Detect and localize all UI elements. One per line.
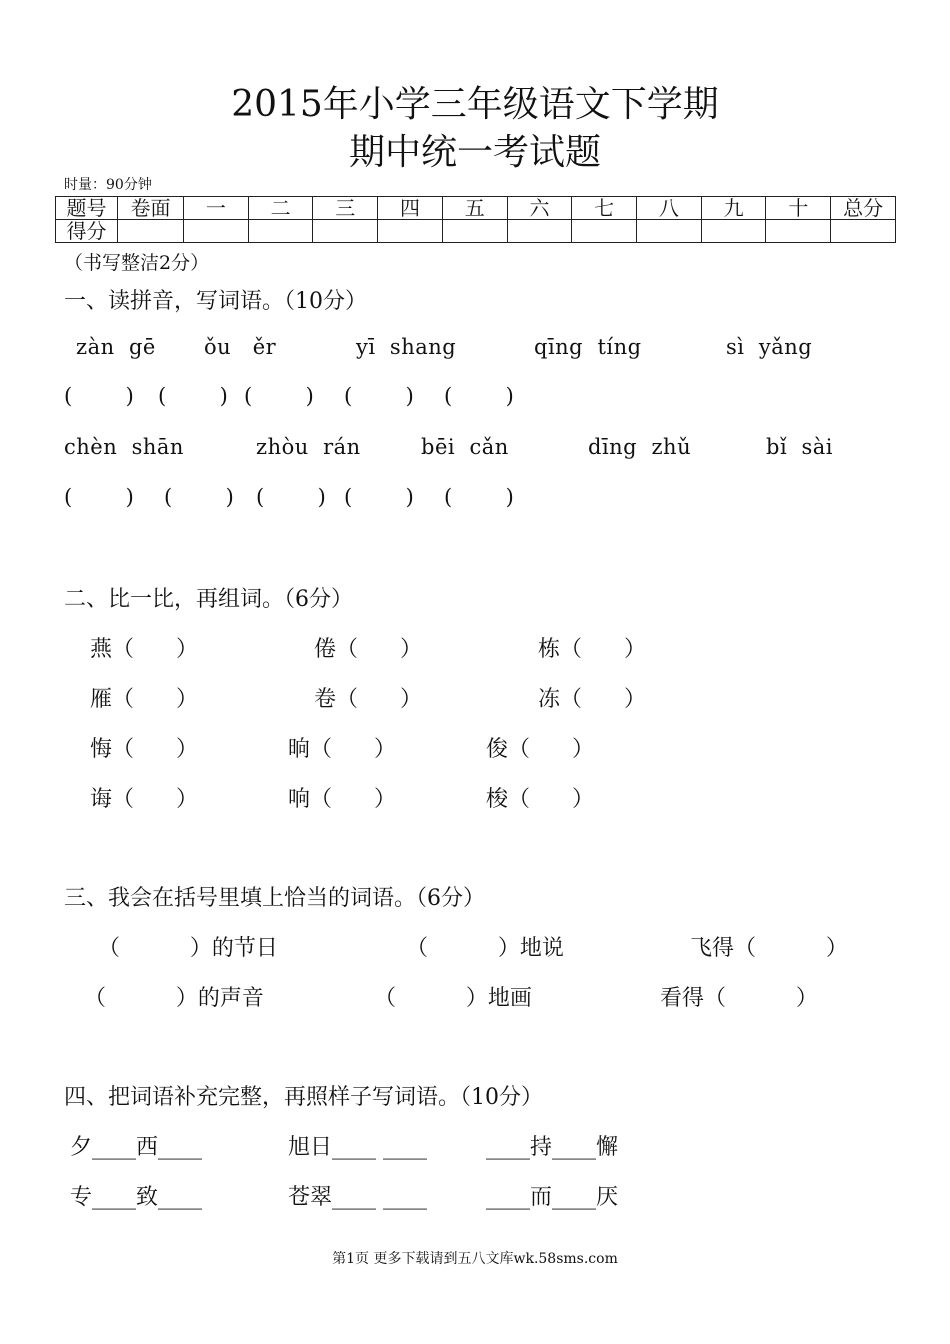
pinyin-item: zàn gē — [76, 335, 156, 359]
answer-paren[interactable]: ( ) — [344, 384, 414, 408]
fill-item[interactable]: （ ）的节日 — [98, 936, 278, 961]
compare-item[interactable]: 梭（ ） — [486, 787, 594, 812]
pinyin-item: qīng tíng — [534, 335, 642, 359]
score-table — [55, 196, 896, 243]
answer-paren[interactable]: ( ) — [244, 384, 314, 408]
fill-item[interactable]: 飞得（ ） — [690, 936, 848, 961]
header-cell: 八 — [637, 197, 702, 220]
compare-item[interactable]: 诲（ ） — [90, 787, 198, 812]
score-row-label: 得分 — [56, 220, 118, 243]
score-cell[interactable] — [313, 220, 378, 243]
compare-item[interactable]: 晌（ ） — [288, 737, 396, 762]
pinyin-item: ǒu ěr — [204, 335, 277, 359]
compare-item[interactable]: 冻（ ） — [538, 687, 646, 712]
header-cell: 六 — [507, 197, 572, 220]
time-label: 时量：90分钟 — [64, 177, 152, 193]
fill-item[interactable]: （ ）地画 — [374, 986, 532, 1011]
score-cell[interactable] — [831, 220, 896, 243]
compare-item[interactable]: 俊（ ） — [486, 737, 594, 762]
compare-item[interactable]: 响（ ） — [288, 787, 396, 812]
score-cell[interactable] — [507, 220, 572, 243]
score-cell[interactable] — [248, 220, 313, 243]
compare-item[interactable]: 卷（ ） — [314, 687, 422, 712]
compare-item[interactable]: 栋（ ） — [538, 637, 646, 662]
score-cell[interactable] — [378, 220, 443, 243]
compare-item[interactable]: 燕（ ） — [90, 637, 198, 662]
idiom-item[interactable]: 苍翠____ ____ — [288, 1185, 427, 1210]
compare-item[interactable]: 悔（ ） — [90, 737, 198, 762]
page-footer: 第1页 更多下载请到五八文库wk.58sms.com — [332, 1251, 618, 1267]
pinyin-item: bǐ sài — [766, 435, 834, 459]
score-cell[interactable] — [766, 220, 831, 243]
page-title-line1: 2015年小学三年级语文下学期 — [231, 84, 719, 125]
answer-paren[interactable]: ( ) — [444, 384, 514, 408]
section2-title: 二、比一比，再组词。（6分） — [64, 587, 353, 612]
pinyin-item: yī shang — [356, 335, 457, 359]
score-cell[interactable] — [572, 220, 637, 243]
idiom-item[interactable]: ____持____懈 — [486, 1135, 619, 1160]
header-cell: 卷面 — [118, 197, 184, 220]
header-cell: 十 — [766, 197, 831, 220]
score-cell[interactable] — [118, 220, 184, 243]
answer-paren[interactable]: ( ) — [64, 485, 134, 509]
fill-item[interactable]: （ ）地说 — [406, 936, 564, 961]
idiom-item[interactable]: 夕____西____ — [70, 1135, 203, 1160]
pinyin-item: zhòu rán — [256, 435, 361, 459]
pinyin-item: bēi cǎn — [421, 435, 509, 459]
header-cell: 七 — [572, 197, 637, 220]
page-title-line2: 期中统一考试题 — [348, 132, 601, 173]
answer-paren[interactable]: ( ) — [444, 485, 514, 509]
header-cell: 五 — [442, 197, 507, 220]
answer-paren[interactable]: ( ) — [164, 485, 234, 509]
section3-title: 三、我会在括号里填上恰当的词语。（6分） — [64, 886, 485, 911]
idiom-item[interactable]: 专____致____ — [70, 1185, 203, 1210]
score-cell[interactable] — [637, 220, 702, 243]
header-cell: 题号 — [56, 197, 118, 220]
score-cell[interactable] — [184, 220, 249, 243]
answer-paren[interactable]: ( ) — [64, 384, 134, 408]
fill-item[interactable]: 看得（ ） — [660, 986, 818, 1011]
neat-note: （书写整洁2分） — [64, 252, 210, 274]
pinyin-item: dīng zhǔ — [588, 435, 692, 459]
fill-item[interactable]: （ ）的声音 — [84, 986, 264, 1011]
idiom-item[interactable]: ____而____厌 — [486, 1185, 619, 1210]
answer-paren[interactable]: ( ) — [256, 485, 326, 509]
section4-title: 四、把词语补充完整，再照样子写词语。（10分） — [64, 1085, 543, 1110]
pinyin-item: chèn shān — [64, 435, 184, 459]
score-cell[interactable] — [701, 220, 766, 243]
header-cell: 九 — [701, 197, 766, 220]
header-cell: 二 — [248, 197, 313, 220]
header-cell: 总分 — [831, 197, 896, 220]
compare-item[interactable]: 倦（ ） — [314, 637, 422, 662]
header-cell: 四 — [378, 197, 443, 220]
section1-title: 一、读拼音，写词语。（10分） — [64, 289, 367, 314]
header-cell: 一 — [184, 197, 249, 220]
score-cell[interactable] — [442, 220, 507, 243]
header-cell: 三 — [313, 197, 378, 220]
compare-item[interactable]: 雁（ ） — [90, 687, 198, 712]
pinyin-item: sì yǎng — [726, 335, 813, 359]
answer-paren[interactable]: ( ) — [158, 384, 228, 408]
score-table-header-row — [56, 197, 896, 220]
answer-paren[interactable]: ( ) — [344, 485, 414, 509]
idiom-item[interactable]: 旭日____ ____ — [288, 1135, 427, 1160]
score-table-score-row — [56, 220, 896, 243]
